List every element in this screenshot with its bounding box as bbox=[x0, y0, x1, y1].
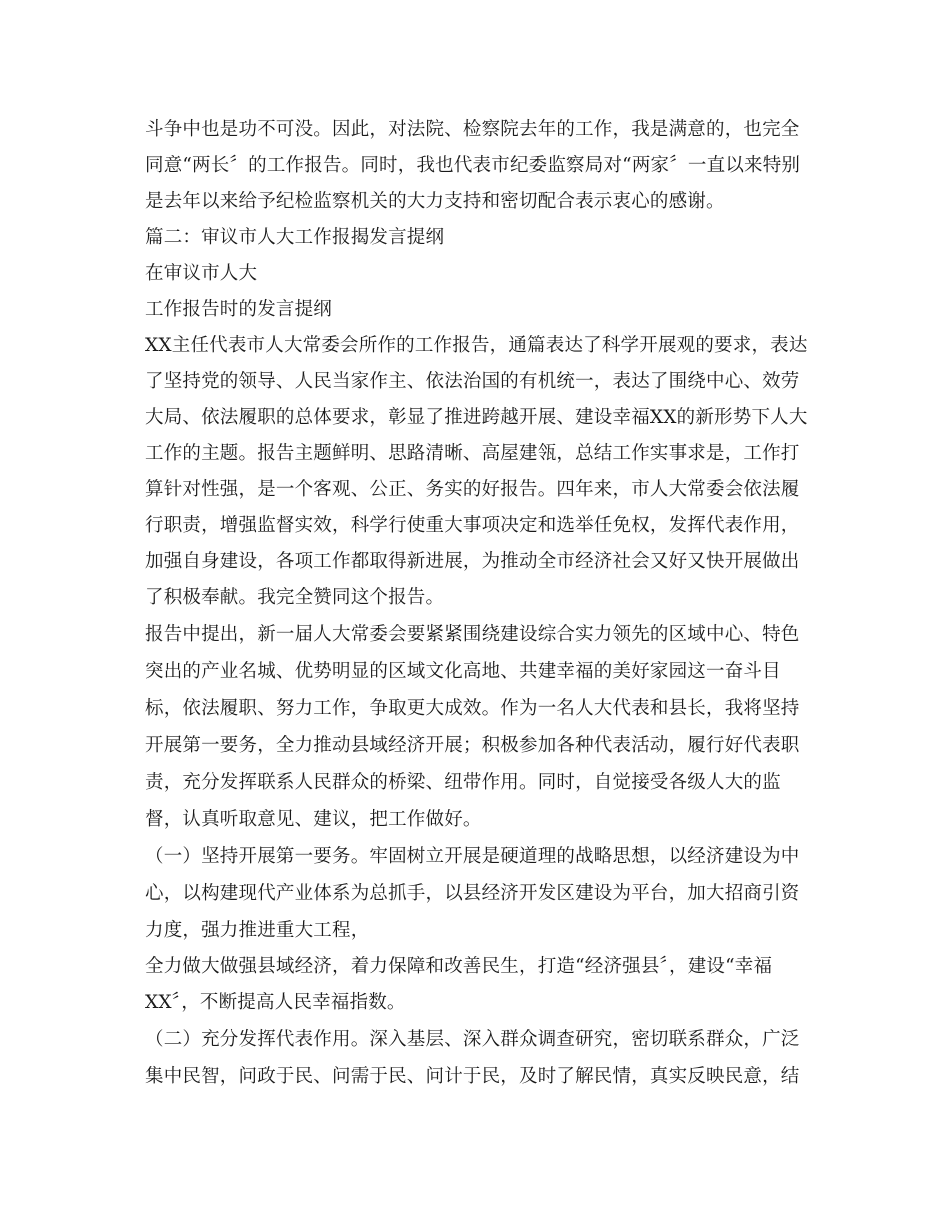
text-line: 工作的主题。报告主题鲜明、思路清晰、高屋建瓴，总结工作实事求是，工作打 bbox=[145, 443, 800, 464]
text-line: 标，依法履职、努力工作，争取更大成效。作为一名人大代表和县长，我将坚持 bbox=[145, 698, 800, 719]
text-line: 集中民智，问政于民、问需于民、问计于民，及时了解民情，真实反映民意，结 bbox=[145, 1066, 800, 1087]
text-line: 责，充分发挥联系人民群众的桥梁、纽带作用。同时，自觉接受各级人大的监 bbox=[145, 772, 781, 793]
text-line: XX主任代表市人大常委会所作的工作报告，通篇表达了科学开展观的要求，表达 bbox=[145, 335, 808, 356]
text-line: （一）坚持开展第一要务。牢固树立开展是硬道理的战略思想，以经济建设为中 bbox=[145, 846, 800, 867]
text-line: 报告中提出，新一届人大常委会要紧紧围绕建设综合实力领先的区域中心、特色 bbox=[145, 624, 800, 645]
text-line: XX〞，不断提高人民幸福指数。 bbox=[145, 992, 406, 1013]
text-line: 突出的产业名城、优势明显的区域文化高地、共建幸福的美好家园这一奋斗目 bbox=[145, 661, 781, 682]
text-line: 行职责，增强监督实效，科学行使重大事项决定和选举任免权，发挥代表作用， bbox=[145, 515, 800, 536]
text-line: 督，认真听取意见、建议，把工作做好。 bbox=[145, 809, 482, 830]
text-line: 力度，强力推进重大工程， bbox=[145, 920, 370, 941]
text-line: （二）充分发挥代表作用。深入基层、深入群众调查研究，密切联系群众，广泛 bbox=[145, 1029, 800, 1050]
text-line: 心，以构建现代产业体系为总抓手，以县经济开发区建设为平台，加大招商引资 bbox=[145, 883, 800, 904]
text-line: 工作报告时的发言提纲 bbox=[145, 299, 333, 320]
text-line: 全力做大做强县域经济，着力保障和改善民生，打造“经济强县〞，建设“幸福 bbox=[145, 956, 773, 977]
text-line: 在审议市人大 bbox=[145, 263, 258, 284]
text-line: 了坚持党的领导、人民当家作主、依法治国的有机统一，表达了围绕中心、效劳 bbox=[145, 371, 800, 392]
text-line: 斗争中也是功不可没。因此，对法院、检察院去年的工作，我是满意的，也完全 bbox=[145, 119, 800, 140]
text-line: 算针对性强，是一个客观、公正、务实的好报告。四年来，市人大常委会依法履 bbox=[145, 479, 800, 500]
text-line: 了积极奉献。我完全赞同这个报告。 bbox=[145, 587, 445, 608]
text-line: 加强自身建设，各项工作都取得新进展，为推动全市经济社会又好又快开展做出 bbox=[145, 551, 800, 572]
text-line: 是去年以来给予纪检监察机关的大力支持和密切配合表示衷心的感谢。 bbox=[145, 191, 725, 212]
text-line: 开展第一要务，全力推动县域经济开展；积极参加各种代表活动，履行好代表职 bbox=[145, 735, 800, 756]
section-heading: 篇二：审议市人大工作报揭发言提纲 bbox=[145, 227, 445, 248]
text-line: 同意“两长〞的工作报告。同时，我也代表市纪委监察局对“两家〞一直以来特别 bbox=[145, 155, 801, 176]
text-line: 大局、依法履职的总体要求，彰显了推进跨越开展、建设幸福XX的新形势下人大 bbox=[145, 407, 808, 428]
